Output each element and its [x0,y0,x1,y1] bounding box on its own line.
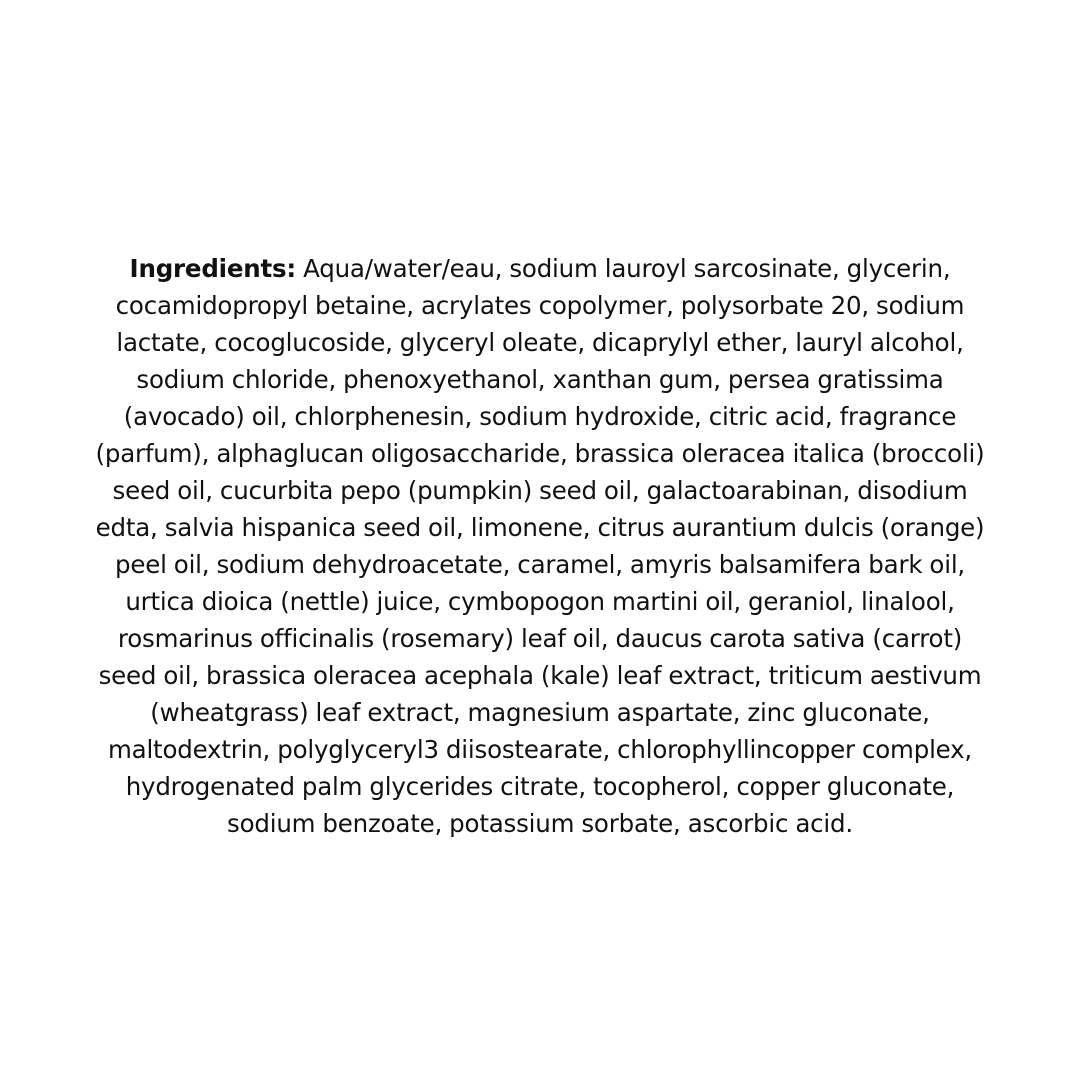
ingredients-paragraph [95,250,985,842]
ingredients-list-text: Aqua/water/eau, sodium lauroyl sarcosinate, glycerin, cocamidopropyl betaine, acrylates copolymer, polysorbate 20, sodium lactate, cocoglucoside, glyceryl oleate, dicaprylyl ether, lauryl alcohol, sodium chloride, phenoxyethanol, xanthan gum, persea gratissima (avocado) oil, chlorphenesin, sodium hydroxide, citric acid, fragrance (parfum), alphaglucan oligosaccharide, brassica oleracea italica (broccoli) seed oil, cucurbita pepo (pumpkin) seed oil, galactoarabinan, disodium edta, salvia hispanica seed oil, limonene, citrus aurantium dulcis (orange) peel oil, sodium dehydroacetate, caramel, amyris balsamifera bark oil, urtica dioica (nettle) juice, cymbopogon martini oil, geraniol, linalool, rosmarinus officinalis (rosemary) leaf oil, daucus carota sativa (carrot) seed oil, brassica oleracea acephala (kale) leaf extract, triticum aestivum (wheatgrass) leaf extract, magnesium aspartate, zinc gluconate, maltodextrin, polyglyceryl3 diisostearate, chlorophyllincopper complex, hydrogenated palm glycerides citrate, tocopherol, copper gluconate, sodium benzoate, potassium sorbate, ascorbic acid. [95,253,985,838]
ingredients-label: Ingredients: [129,253,297,283]
